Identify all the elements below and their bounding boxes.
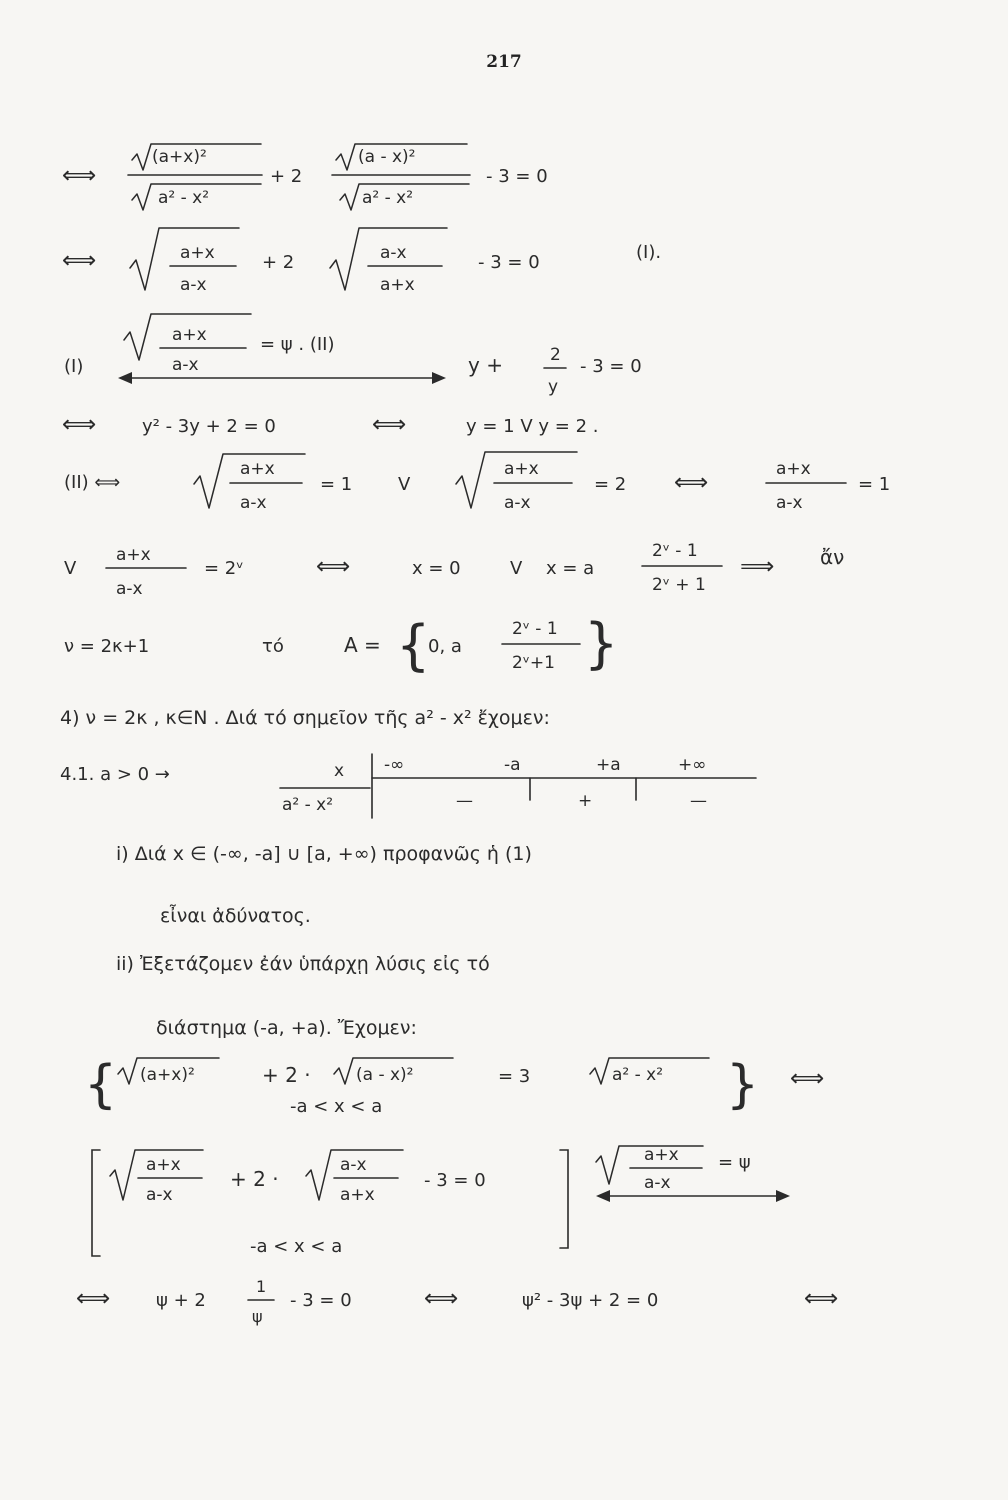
arrow-head bbox=[118, 372, 132, 384]
term-coefficient: + 2 bbox=[270, 166, 303, 187]
equation-line-2 bbox=[62, 228, 661, 295]
text-line-10: i) Διά x ∈ (-∞, -a] ∪ [a, +∞) προφανῶς ἡ (1) bbox=[116, 843, 532, 865]
radicand: a² - x² bbox=[612, 1065, 664, 1085]
denominator: y bbox=[548, 377, 559, 397]
equivalence-arrow: ⟺ bbox=[62, 410, 97, 438]
equation-rest: - 3 = 0 bbox=[424, 1170, 486, 1191]
equation-line-6 bbox=[64, 541, 844, 599]
substitution: = ψ bbox=[718, 1152, 751, 1173]
sign-cell: — bbox=[690, 791, 707, 811]
table-header: -∞ bbox=[384, 755, 405, 775]
denominator: a² - x² bbox=[158, 188, 210, 208]
set-label: A = bbox=[344, 633, 381, 657]
solutions: y = 1 V y = 2 . bbox=[466, 416, 599, 437]
denominator: a-x bbox=[146, 1185, 173, 1205]
numerator: a+x bbox=[240, 459, 275, 479]
quadratic-equation: y² - 3y + 2 = 0 bbox=[142, 416, 276, 437]
equivalence-arrow: ⟺ bbox=[424, 1284, 459, 1312]
denominator: a-x bbox=[240, 493, 267, 513]
equation-tag: (II) ⟺ bbox=[64, 472, 121, 493]
equation-rest: - 3 = 0 bbox=[290, 1290, 352, 1311]
equation-tag: (I). bbox=[636, 242, 662, 263]
numerator: a+x bbox=[644, 1145, 679, 1165]
equation-rest: - 3 = 0 bbox=[478, 252, 540, 273]
equivalence-arrow: ⟺ bbox=[76, 1284, 111, 1312]
text-line-13: διάστημα (-a, +a). Ἔχομεν: bbox=[156, 1017, 417, 1039]
left-brace: { bbox=[84, 1055, 118, 1115]
table-header: -a bbox=[504, 755, 521, 775]
table-header: +∞ bbox=[678, 755, 707, 775]
numerator: 2ᵛ - 1 bbox=[652, 541, 698, 561]
equivalence-arrow: ⟺ bbox=[790, 1064, 825, 1092]
right-bracket bbox=[560, 1150, 568, 1248]
denominator: a+x bbox=[380, 275, 415, 295]
implication-arrow: ⟹ bbox=[740, 552, 775, 580]
denominator: a-x bbox=[180, 275, 207, 295]
numerator: 1 bbox=[256, 1277, 267, 1296]
equation-line-3 bbox=[64, 314, 642, 397]
equation-term: ψ + 2 bbox=[156, 1290, 206, 1311]
sign-cell: — bbox=[456, 791, 473, 811]
denominator: a-x bbox=[172, 355, 199, 375]
equation-line-14 bbox=[84, 1055, 824, 1117]
equivalence-arrow: ⟺ bbox=[316, 552, 351, 580]
term-coefficient: + 2 · bbox=[230, 1167, 279, 1191]
equation-line-15 bbox=[92, 1145, 790, 1257]
arrow-head bbox=[432, 372, 446, 384]
numerator: a+x bbox=[146, 1155, 181, 1175]
numerator: (a+x)² bbox=[152, 147, 207, 167]
denominator: a² - x² bbox=[362, 188, 414, 208]
equation-tag: (I) bbox=[64, 356, 84, 377]
equation-rest: = 2ᵛ bbox=[204, 558, 244, 579]
equivalence-arrow: ⟺ bbox=[372, 410, 407, 438]
logical-or: V bbox=[510, 558, 523, 579]
word-an: ἄν bbox=[820, 545, 845, 569]
equivalence-arrow: ⟺ bbox=[62, 161, 97, 189]
radicand: (a+x)² bbox=[140, 1065, 195, 1085]
numerator: a+x bbox=[116, 545, 151, 565]
case-label: 4.1. a > 0 → bbox=[60, 764, 170, 785]
equation-line-4 bbox=[62, 410, 598, 438]
solution: x = a bbox=[546, 558, 595, 579]
right-brace: } bbox=[584, 612, 619, 675]
left-bracket bbox=[92, 1150, 100, 1256]
numerator: 2ᵛ - 1 bbox=[512, 619, 558, 639]
equation-rest: = 1 bbox=[320, 474, 353, 495]
denominator: 2ᵛ+1 bbox=[512, 653, 555, 673]
numerator: 2 bbox=[550, 345, 561, 365]
quadratic-equation: ψ² - 3ψ + 2 = 0 bbox=[522, 1290, 659, 1311]
term-coefficient: + 2 bbox=[262, 252, 295, 273]
logical-or: V bbox=[64, 558, 77, 579]
sign-table bbox=[60, 754, 756, 818]
equation-line-7 bbox=[64, 612, 618, 677]
numerator: a-x bbox=[380, 243, 407, 263]
numerator: a+x bbox=[172, 325, 207, 345]
equation-rest: = 2 bbox=[594, 474, 627, 495]
radicand: (a - x)² bbox=[356, 1065, 414, 1085]
equation-term: y + bbox=[468, 353, 503, 377]
equivalence-arrow: ⟺ bbox=[804, 1284, 839, 1312]
text-line-8 bbox=[60, 707, 550, 729]
page-number: 217 bbox=[486, 52, 522, 72]
numerator: (a - x)² bbox=[358, 147, 416, 167]
condition: -a < x < a bbox=[250, 1236, 343, 1257]
arrow-head bbox=[776, 1190, 790, 1202]
term-coefficient: + 2 · bbox=[262, 1063, 311, 1087]
substitution: = ψ . (II) bbox=[260, 334, 335, 355]
equivalence-arrow: ⟺ bbox=[62, 246, 97, 274]
set-elements: 0, a bbox=[428, 636, 462, 657]
sign-cell: + bbox=[578, 791, 593, 811]
text-line-11: εἶναι ἀδύνατος. bbox=[160, 905, 311, 927]
case-heading: 4) ν = 2κ , κ∈N . Διά τό σημεῖον τῆς a² - x² ἔχομεν: bbox=[60, 707, 550, 729]
numerator: a-x bbox=[340, 1155, 367, 1175]
numerator: a+x bbox=[180, 243, 215, 263]
numerator: a+x bbox=[504, 459, 539, 479]
table-header: +a bbox=[596, 755, 621, 775]
condition: ν = 2κ+1 bbox=[64, 636, 150, 657]
equation-rest: = 1 bbox=[858, 474, 891, 495]
denominator: a-x bbox=[644, 1173, 671, 1193]
equivalence-arrow: ⟺ bbox=[674, 468, 709, 496]
left-brace: { bbox=[396, 614, 431, 677]
denominator: a² - x² bbox=[282, 795, 334, 815]
equation-rest: = 3 bbox=[498, 1066, 531, 1087]
arrow-head bbox=[596, 1190, 610, 1202]
word-to: τό bbox=[262, 636, 284, 657]
equation-rest: - 3 = 0 bbox=[486, 166, 548, 187]
text-line-12: ii) Ἐξετάζομεν ἐάν ὑπάρχῃ λύσις εἰς τό bbox=[116, 953, 490, 975]
equation-line-16 bbox=[76, 1277, 838, 1326]
condition: -a < x < a bbox=[290, 1096, 383, 1117]
numerator: a+x bbox=[776, 459, 811, 479]
numerator: x bbox=[334, 761, 345, 781]
denominator: a+x bbox=[340, 1185, 375, 1205]
solution: x = 0 bbox=[412, 558, 461, 579]
equation-line-1 bbox=[62, 144, 548, 210]
denominator: a-x bbox=[504, 493, 531, 513]
equation-line-5 bbox=[64, 452, 890, 513]
denominator: 2ᵛ + 1 bbox=[652, 575, 706, 595]
denominator: a-x bbox=[116, 579, 143, 599]
denominator: a-x bbox=[776, 493, 803, 513]
right-brace: } bbox=[726, 1055, 760, 1115]
equation-rest: - 3 = 0 bbox=[580, 356, 642, 377]
denominator: ψ bbox=[252, 1307, 263, 1326]
logical-or: V bbox=[398, 474, 411, 495]
